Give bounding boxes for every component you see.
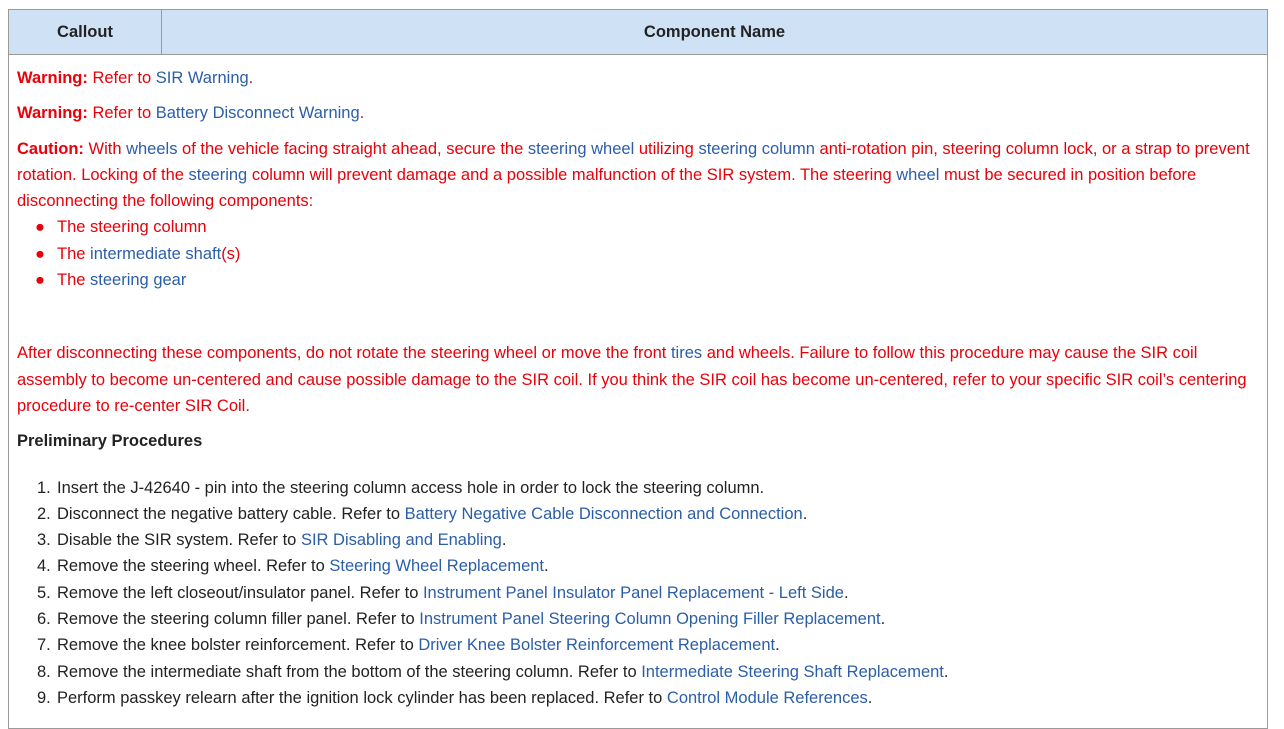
caution-text: of the vehicle facing straight ahead, secure the — [177, 139, 528, 158]
list-item-text: The — [57, 271, 91, 290]
warning-text: Refer to — [92, 104, 156, 123]
bullet-icon: ● — [35, 218, 45, 237]
step-suffix: . — [501, 531, 507, 550]
step-text: Perform passkey relearn after the ignition lock cylinder has been replaced. Refer to — [57, 688, 667, 707]
step-suffix: . — [867, 688, 873, 707]
bullet-icon: ● — [35, 271, 45, 290]
step-text: Insert the J-42640 - pin into the steering column access hole in order to lock the steering column. — [57, 478, 765, 497]
warning-label: Warning: — [17, 69, 88, 87]
after-text: After disconnecting these components, do not rotate the steering wheel or move the front — [17, 344, 671, 363]
warning-battery — [17, 100, 1259, 126]
step-text: Disconnect the negative battery cable. Refer to — [57, 504, 405, 523]
intermediate-shaft-replacement-link[interactable]: Intermediate Steering Shaft Replacement — [641, 662, 944, 681]
warning-sir — [17, 65, 1259, 91]
warning-text: Refer to — [92, 69, 156, 87]
caution-text: column will prevent damage and a possible malfunction of the SIR system. The steering — [247, 165, 897, 184]
callout-column-header: Callout — [9, 10, 162, 54]
sir-disabling-link[interactable]: SIR Disabling and Enabling — [300, 531, 502, 550]
step-number: 5. — [37, 583, 51, 602]
step-text: Remove the intermediate shaft from the bottom of the steering column. Refer to — [57, 662, 642, 681]
preliminary-procedures-heading: Preliminary Procedures — [17, 432, 203, 451]
step-text: Disable the SIR system. Refer to — [57, 531, 301, 550]
intermediate-shaft-link[interactable]: intermediate shaft — [90, 244, 222, 263]
list-item-text: The steering column — [57, 218, 207, 237]
step-text: Remove the steering column filler panel. Refer to — [57, 610, 420, 629]
step-suffix: . — [843, 583, 849, 602]
step-suffix: . — [943, 662, 949, 681]
warning-suffix: . — [359, 104, 365, 123]
step-item — [37, 501, 1259, 527]
insulator-panel-link[interactable]: Instrument Panel Insulator Panel Replacement - Left Side — [422, 583, 844, 602]
bullet-icon: ● — [35, 244, 45, 263]
list-item — [35, 241, 1259, 267]
step-number: 6. — [37, 610, 51, 629]
wheels-link[interactable]: wheels — [126, 139, 178, 158]
step-item — [37, 475, 1259, 501]
after-text: and wheels. Failure to follow this procedure may cause the SIR coil assembly to become un-centered and cause possible damage to the SIR coil. If you think the SIR coil has become un-centered, refer to your specific SIR coil’s centering procedure to re-center SIR Coil. — [17, 344, 1247, 415]
step-number: 2. — [37, 504, 51, 523]
steering-link[interactable]: steering — [188, 165, 248, 184]
warning-label: Warning: — [17, 104, 88, 123]
procedure-steps — [17, 475, 1259, 712]
step-item — [37, 606, 1259, 632]
step-number: 8. — [37, 662, 51, 681]
step-suffix: . — [775, 636, 780, 655]
list-item-text: (s) — [221, 244, 241, 263]
step-number: 3. — [37, 531, 51, 550]
caution-text: must be secured in position before disconnecting the following components: — [17, 165, 1197, 211]
table-body — [9, 55, 1267, 711]
sir-warning-link[interactable]: SIR Warning — [155, 69, 249, 87]
caution-text: utilizing — [634, 139, 699, 158]
step-number: 7. — [37, 636, 51, 655]
steering-wheel-replacement-link[interactable]: Steering Wheel Replacement — [329, 557, 545, 576]
steering-column-link[interactable]: steering column — [698, 139, 815, 158]
warning-suffix: . — [248, 69, 254, 87]
knee-bolster-link[interactable]: Driver Knee Bolster Reinforcement Replacement — [418, 636, 776, 655]
caution-paragraph — [17, 136, 1259, 215]
step-item — [37, 527, 1259, 553]
battery-negative-cable-link[interactable]: Battery Negative Cable Disconnection and Connection — [404, 504, 803, 523]
step-text: Remove the left closeout/insulator panel. Refer to — [57, 583, 423, 602]
caution-label: Caution: — [17, 139, 84, 158]
after-disconnect-paragraph — [17, 340, 1259, 419]
battery-disconnect-warning-link[interactable]: Battery Disconnect Warning — [155, 104, 360, 123]
control-module-references-link[interactable]: Control Module References — [666, 688, 868, 707]
filler-panel-link[interactable]: Instrument Panel Steering Column Opening Filler Replacement — [419, 610, 881, 629]
step-number: 9. — [37, 688, 51, 707]
table-header — [9, 10, 1267, 55]
step-suffix: . — [880, 610, 886, 629]
component-name-column-header: Component Name — [643, 22, 786, 41]
caution-component-list — [17, 214, 1259, 293]
step-item — [37, 632, 1259, 658]
steering-gear-link[interactable]: steering gear — [90, 271, 187, 290]
step-number: 4. — [37, 557, 51, 576]
wheel-link[interactable]: wheel — [896, 165, 940, 184]
step-item — [37, 685, 1259, 711]
step-item — [37, 553, 1259, 579]
step-number: 1. — [37, 478, 51, 497]
list-item — [35, 214, 1259, 240]
list-item — [35, 267, 1259, 293]
step-text: Remove the knee bolster reinforcement. Refer to — [57, 636, 419, 655]
step-text: Remove the steering wheel. Refer to — [57, 557, 330, 576]
steering-wheel-link[interactable]: steering wheel — [527, 139, 635, 158]
procedure-table — [8, 9, 1268, 729]
list-item-text: The — [57, 244, 91, 263]
caution-text: anti-rotation pin, steering column lock, or a strap to prevent rotation. Locking of the — [17, 139, 1250, 184]
step-item — [37, 659, 1259, 685]
step-suffix: . — [802, 504, 808, 523]
step-suffix: . — [544, 557, 549, 576]
tires-link[interactable]: tires — [670, 344, 703, 363]
step-item — [37, 580, 1259, 606]
caution-text: With — [83, 139, 127, 158]
